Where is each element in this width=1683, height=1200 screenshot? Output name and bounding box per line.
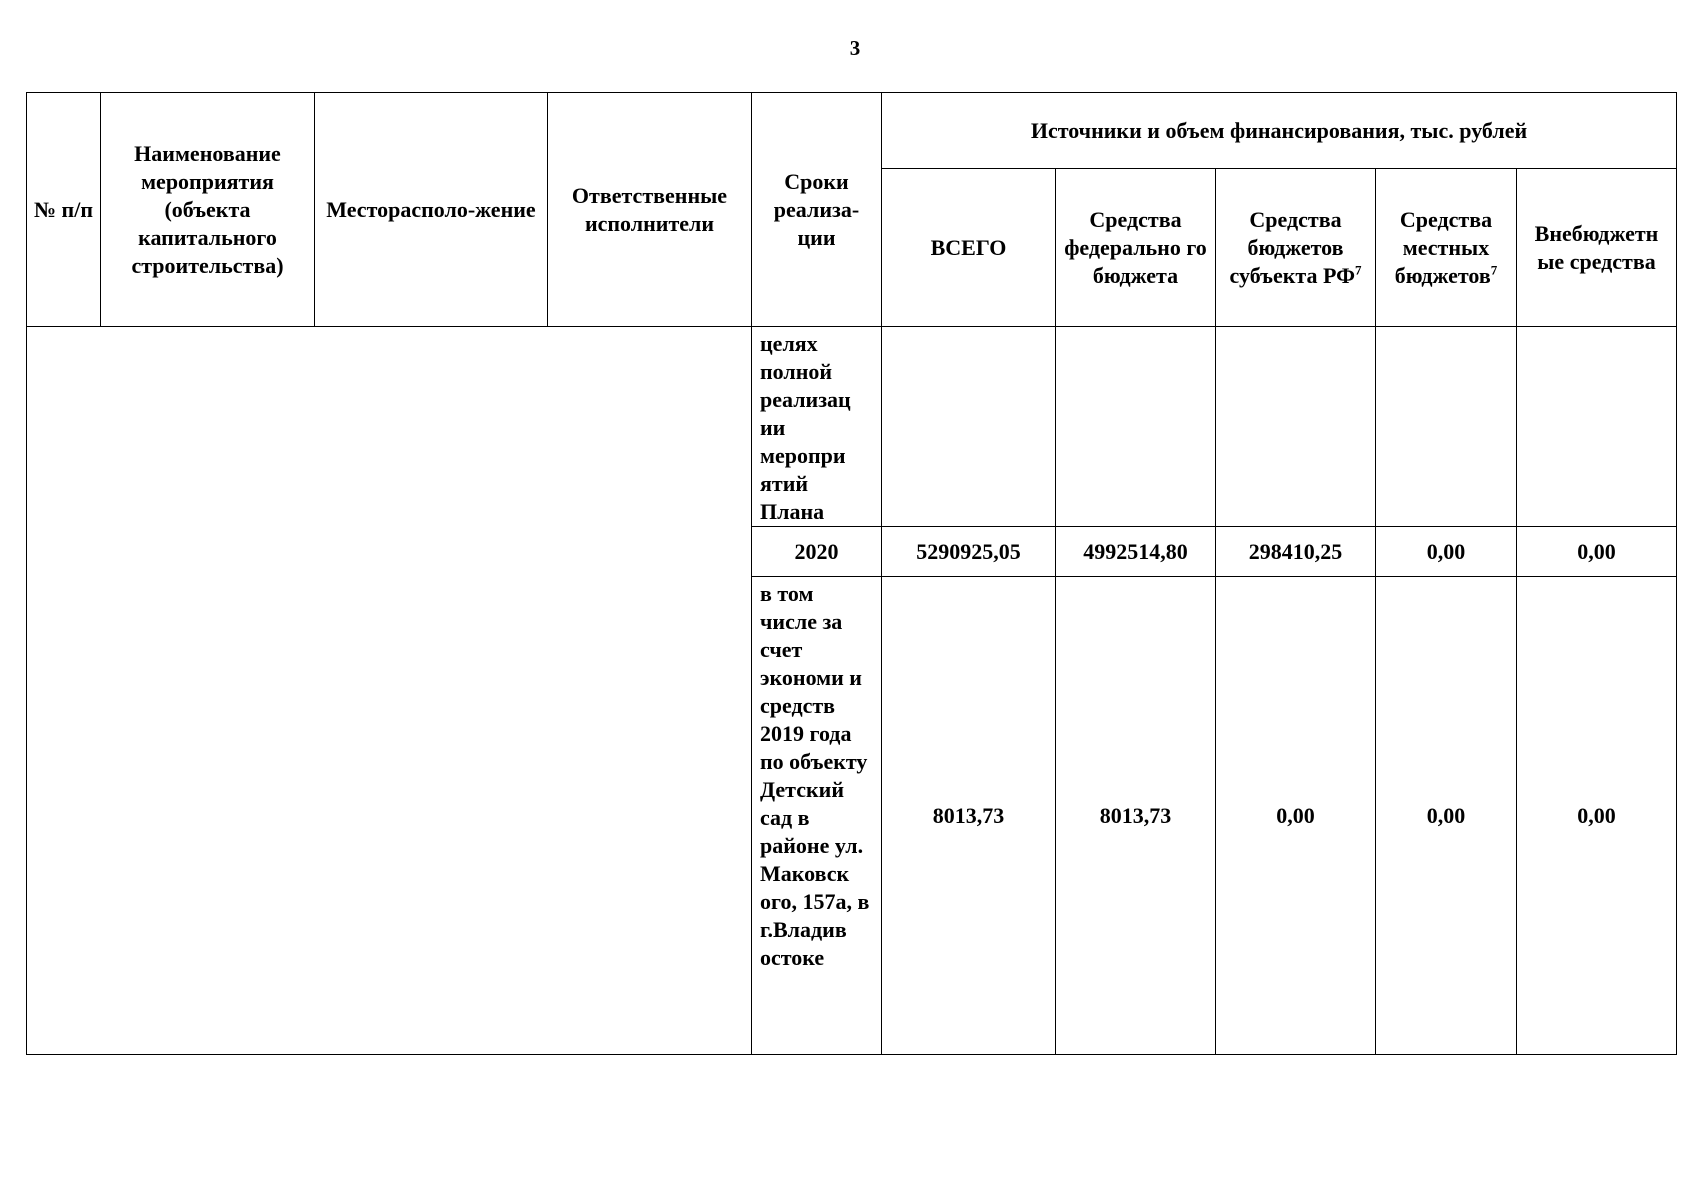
header-total: ВСЕГО	[882, 169, 1056, 327]
header-subject-footnote: 7	[1354, 262, 1362, 278]
header-row-1	[27, 93, 1677, 169]
extra-cell: 0,00	[1517, 577, 1677, 1055]
financing-table	[26, 92, 1677, 1055]
subject-cell	[1216, 327, 1376, 527]
extra-cell: 0,00	[1517, 527, 1677, 577]
header-subject-label: Средства бюджетов субъекта РФ	[1229, 206, 1355, 288]
page-number: 3	[849, 36, 861, 60]
header-local-label: Средства местных бюджетов	[1394, 206, 1493, 288]
terms-cell: целях полной реализац ии меропри ятий Плана	[752, 327, 882, 527]
header-local-footnote: 7	[1490, 262, 1498, 278]
federal-cell: 4992514,80	[1056, 527, 1216, 577]
total-cell	[882, 327, 1056, 527]
local-cell: 0,00	[1376, 577, 1517, 1055]
terms-cell: 2020	[752, 527, 882, 577]
subject-cell: 298410,25	[1216, 527, 1376, 577]
table-row	[27, 327, 1677, 527]
header-extra: Внебюджетн ые средства	[1517, 169, 1677, 327]
header-location: Месторасполо-жение	[315, 93, 548, 327]
extra-cell	[1517, 327, 1677, 527]
federal-cell: 8013,73	[1056, 577, 1216, 1055]
header-terms: Сроки реализа-ции	[752, 93, 882, 327]
federal-cell	[1056, 327, 1216, 527]
header-federal: Средства федерально го бюджета	[1056, 169, 1216, 327]
header-responsible: Ответственные исполнители	[548, 93, 752, 327]
local-cell	[1376, 327, 1517, 527]
total-cell: 8013,73	[882, 577, 1056, 1055]
terms-cell: в том числе за счет экономи и средств 2019 года по объекту Детский сад в районе ул. Маковск ого, 157а, в г.Владив остоке	[752, 577, 882, 1055]
blank-merged-cell	[27, 327, 752, 1055]
local-cell: 0,00	[1376, 527, 1517, 577]
subject-cell: 0,00	[1216, 577, 1376, 1055]
header-name: Наименование мероприятия (объекта капитального строительства)	[101, 93, 315, 327]
header-subject	[1216, 169, 1376, 327]
header-local	[1376, 169, 1517, 327]
header-sources-title: Источники и объем финансирования, тыс. рублей	[882, 93, 1677, 169]
total-cell: 5290925,05	[882, 527, 1056, 577]
header-num: № п/п	[27, 93, 101, 327]
